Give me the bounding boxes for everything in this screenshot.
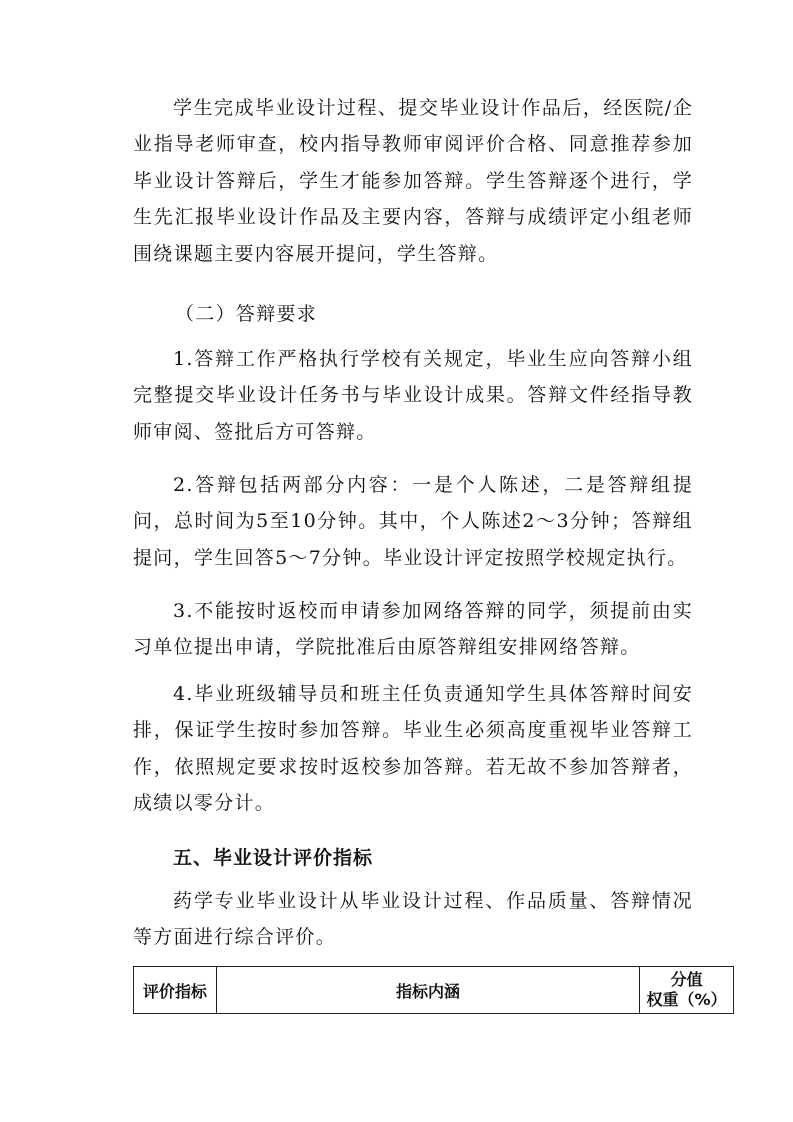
paragraph-defense-process: 学生完成毕业设计过程、提交毕业设计作品后，经医院/企业指导老师审查，校内指导教师审阅评价合格、同意推荐参加毕业设计答辩后，学生才能参加答辩。学生答辩逐个进行，学生先汇报毕业设计作品及主要内容，答辩与成绩评定小组老师围绕课题主要内容展开提问，学生答辩。	[133, 97, 693, 265]
table-header-row	[134, 967, 734, 1014]
paragraph-evaluation-intro: 药学专业毕业设计从毕业设计过程、作品质量、答辩情况等方面进行综合评价。	[133, 890, 693, 949]
table-header-indicator: 评价指标	[134, 967, 217, 1014]
requirement-item-2: 2.答辩包括两部分内容：一是个人陈述，二是答辩组提问，总时间为5至10分钟。其中，个人陈述2～3分钟；答辩组提问，学生回答5～7分钟。毕业设计评定按照学校规定执行。	[133, 474, 693, 569]
subheading-defense-requirements: （二）答辩要求	[175, 303, 318, 325]
table-header-weight	[640, 967, 734, 1014]
requirement-item-1: 1.答辩工作严格执行学校有关规定，毕业生应向答辩小组完整提交毕业设计任务书与毕业设计成果。答辩文件经指导教师审阅、签批后方可答辩。	[133, 348, 693, 443]
table-header-weight-line1: 分值	[670, 970, 703, 989]
section-heading-evaluation-indicators: 五、毕业设计评价指标	[173, 847, 374, 869]
evaluation-table	[133, 966, 734, 1014]
requirement-item-3: 3.不能按时返校而申请参加网络答辩的同学，须提前由实习单位提出申请，学院批准后由原答辩组安排网络答辩。	[133, 600, 693, 659]
requirement-item-4: 4.毕业班级辅导员和班主任负责通知学生具体答辩时间安排，保证学生按时参加答辩。毕业生必须高度重视毕业答辩工作，依照规定要求按时返校参加答辩。若无故不参加答辩者，成绩以零分计。	[133, 683, 693, 815]
table-header-weight-line2: 权重（%）	[646, 990, 727, 1009]
table-header-content: 指标内涵	[216, 967, 639, 1014]
